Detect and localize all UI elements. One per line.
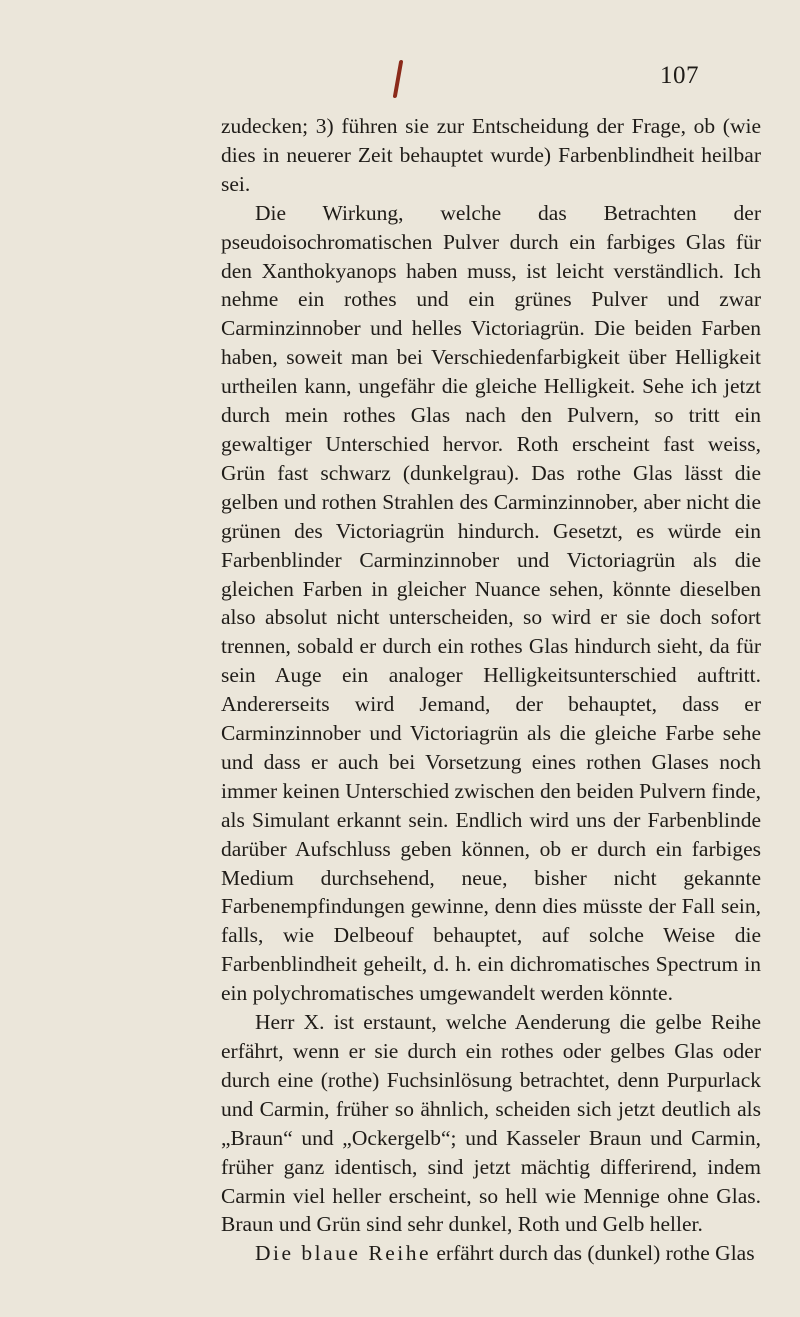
ink-mark — [393, 60, 404, 98]
paragraph-4 — [221, 1239, 761, 1268]
page-number: 107 — [660, 62, 699, 89]
paragraph-1: zudecken; 3) führen sie zur Entscheidung der Frage, ob (wie dies in neuerer Zeit behauptet wurde) Farbenblindheit heilbar sei. — [221, 114, 761, 196]
body-text — [221, 112, 761, 1268]
paragraph-3: Herr X. ist erstaunt, welche Aenderung die gelbe Reihe erfährt, wenn er sie durch ein rothes oder gelbes Glas oder durch eine (rothe) Fuchsinlösung betrachtet, denn Purpurlack und Carmin, früher so ähnlich, scheiden sich jetzt deutlich als „Braun“ und „Ockergelb“; und Kasseler Braun und Carmin, früher ganz identisch, sind jetzt mächtig differirend, indem Carmin viel heller erscheint, so hell wie Mennige ohne Glas. Braun und Grün sind sehr dunkel, Roth und Gelb heller. — [221, 1010, 761, 1237]
paragraph-4-lead: Die blaue Reihe — [255, 1241, 432, 1266]
paragraph-4-text: erfährt durch das (dunkel) rothe Glas — [431, 1241, 755, 1266]
paragraph-2: Die Wirkung, welche das Betrachten der pseudoisochromatischen Pulver durch ein farbiges Glas für den Xanthokyanops haben muss, ist leicht verständlich. Ich nehme ein rothes und ein grünes Pulver und zwar Carminzinnober und helles Victoriagrün. Die beiden Farben haben, soweit man bei Verschiedenfarbigkeit über Helligkeit urtheilen kann, ungefähr die gleiche Helligkeit. Sehe ich jetzt durch mein rothes Glas nach den Pulvern, so tritt ein gewaltiger Unterschied hervor. Roth erscheint fast weiss, Grün fast schwarz (dunkelgrau). Das rothe Glas lässt die gelben und rothen Strahlen des Carminzinnober, aber nicht die grünen des Victoriagrün hindurch. Gesetzt, es würde ein Farbenblinder Carminzinnober und Victoriagrün als die gleichen Farben in gleicher Nuance sehen, könnte dieselben also absolut nicht unterscheiden, so wird er sie doch sofort trennen, sobald er durch ein rothes Glas hindurch sieht, da für sein Auge ein analoger Helligkeitsunterschied auftritt. Andererseits wird Jemand, der behauptet, dass er Carminzinnober und Victoriagrün als die gleiche Farbe sehe und dass er auch bei Vorsetzung eines rothen Glases noch immer keinen Unterschied zwischen den beiden Pulvern finde, als Simulant erkannt sein. Endlich wird uns der Farbenblinde darüber Aufschluss geben können, ob er durch ein farbiges Medium durchsehend, neue, bisher nicht gekannte Farbenempfindungen gewinne, denn dies müsste der Fall sein, falls, wie Delbeouf behauptet, auf solche Weise die Farbenblindheit geheilt, d. h. ein dichromatisches Spectrum in ein polychromatisches umgewandelt werden könnte. — [221, 200, 761, 1006]
